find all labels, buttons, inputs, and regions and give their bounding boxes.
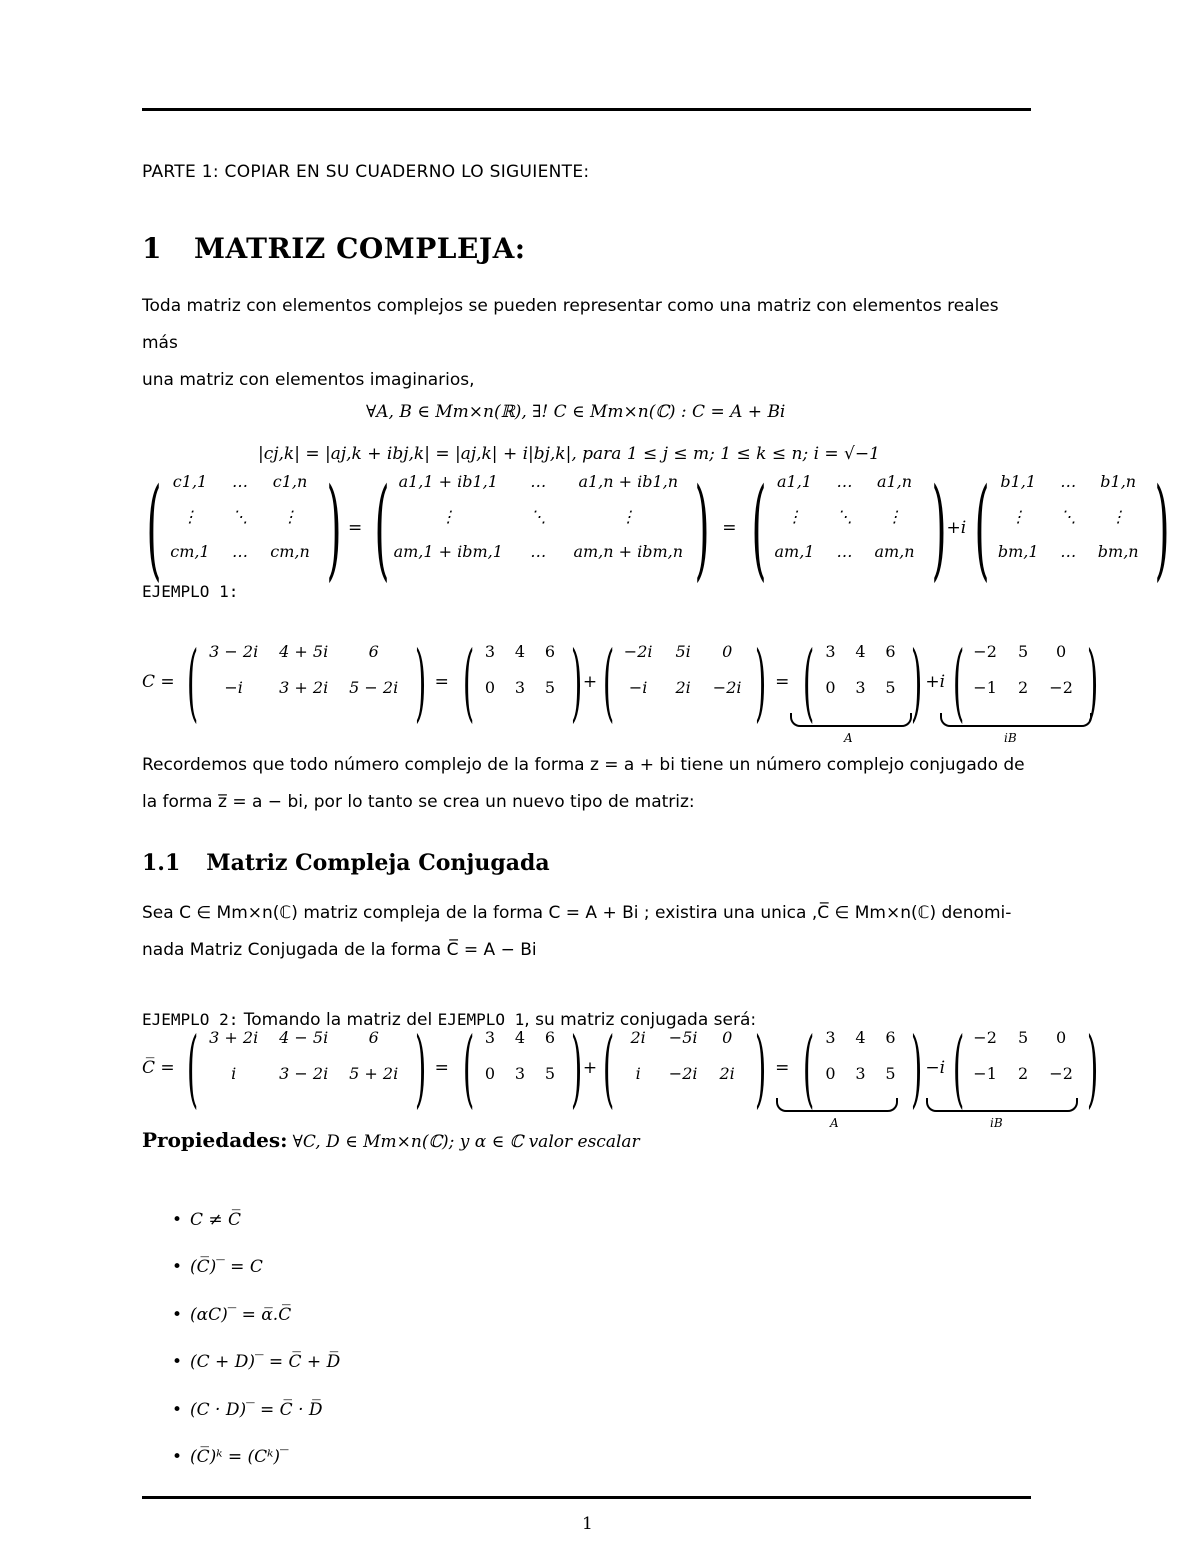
matrix-cell: 5 + 2i <box>349 1063 399 1083</box>
matrix-cell: 5 <box>1018 1027 1029 1047</box>
intro-line-1: Toda matriz con elementos complejos se pueden representar como una matriz con elementos reales más <box>142 296 999 353</box>
underbrace-a-label: A <box>844 731 853 745</box>
list-item <box>172 1352 340 1372</box>
list-item <box>172 1210 241 1230</box>
example1-label: EJEMPLO 1: <box>142 582 239 601</box>
matrix-cell: −1 <box>973 1063 997 1083</box>
matrix-cell: bm,n <box>1097 541 1139 561</box>
matrix-cell: a1,n + ib1,n <box>578 471 679 491</box>
matrix-cell: i <box>635 1063 641 1083</box>
matrix-cell: −2 <box>1049 677 1073 697</box>
matrix-cell: 4 + 5i <box>279 641 329 661</box>
matrix-cell: 0 <box>825 677 836 697</box>
definition-paragraph <box>142 895 1032 969</box>
matrix-cell: bm,1 <box>997 541 1039 561</box>
equals-sign: = <box>775 672 790 692</box>
matrix-cell: ⋱ <box>1060 506 1077 526</box>
matrix-cell: ⋱ <box>530 506 547 526</box>
matrix-cell: am,n <box>874 541 915 561</box>
intro-paragraph <box>142 288 1032 399</box>
example1-lhs: C = <box>142 672 175 692</box>
matrix-cell: 3 + 2i <box>279 677 329 697</box>
matrix-cell: 2i <box>630 1027 646 1047</box>
matrix-cell: ⋮ <box>620 506 637 526</box>
subsection-heading <box>142 850 550 876</box>
section-number: 1 <box>142 232 162 265</box>
matrix-cell: 2i <box>675 677 691 697</box>
matrix-cell: −5i <box>668 1027 698 1047</box>
matrix-cell: −i <box>628 677 648 697</box>
matrix-cell: 5 <box>544 1063 555 1083</box>
property-text: (αC)‾ = α̅.C̅ <box>190 1305 292 1325</box>
equals-sign: = <box>722 518 737 538</box>
matrix-cell: −1 <box>973 677 997 697</box>
matrix-cell: 4 <box>514 641 525 661</box>
definition-line-1: Sea C ∈ Mm×n(ℂ) matriz compleja de la forma C = A + Bi ; existira una unica ,C̅ ∈ Mm×n(ℂ) denomi- <box>142 903 1012 923</box>
matrix-cell: ⋮ <box>786 506 803 526</box>
definition-line-2: nada Matriz Conjugada de la forma C̅ = A − Bi <box>142 940 537 960</box>
underbrace-a-label: A <box>830 1116 839 1130</box>
matrix-cell: am,n + ibm,n <box>573 541 684 561</box>
example2-matrix-real: ( 3 4 6 0 3 5 ) <box>462 1019 583 1117</box>
matrix-cell: 0 <box>825 1063 836 1083</box>
recall-paragraph <box>142 747 1032 821</box>
minus-i: −i <box>925 1058 946 1078</box>
matrix-cell: ⋮ <box>440 506 457 526</box>
matrix-cell: ⋮ <box>886 506 903 526</box>
matrix-cell: −2 <box>973 1027 997 1047</box>
matrix-cell: cm,n <box>270 541 310 561</box>
plus-sign: + <box>582 1058 598 1078</box>
matrix-cell: 3 <box>484 641 495 661</box>
subsection-number: 1.1 <box>142 850 181 876</box>
example2-lhs: C̅ = <box>142 1058 175 1078</box>
list-item <box>172 1447 289 1467</box>
matrix-cell: 2 <box>1018 677 1029 697</box>
matrix-cell: 3 <box>855 677 866 697</box>
matrix-a-plus-ib: ( a1,1 + ib1,1 … a1,n + ib1,n ⋮ ⋱ ⋮ am,1 + ibm,1 … am,n + ibm,n ) <box>374 464 710 592</box>
matrix-cell: cm,1 <box>170 541 210 561</box>
example1-matrix-imag: ( −2i 5i 0 −i 2i −2i ) <box>603 633 767 731</box>
example2-matrix-imag: ( 2i −5i 0 i −2i 2i ) <box>603 1019 767 1117</box>
property-text: (C̅)ᵏ = (Cᵏ)‾ <box>190 1447 289 1467</box>
matrix-cell: 0 <box>722 641 733 661</box>
equals-sign: = <box>775 1058 790 1078</box>
matrix-cell: 4 <box>855 1027 866 1047</box>
property-text: (C + D)‾ = C̅ + D̅ <box>190 1352 341 1372</box>
formula-modulus: |cj,k| = |aj,k + ibj,k| = |aj,k| + i|bj,k|, para 1 ≤ j ≤ m; 1 ≤ k ≤ n; i = √−1 <box>258 444 880 464</box>
example1-matrix-c: ( 3 − 2i 4 + 5i 6 −i 3 + 2i 5 − 2i ) <box>186 633 426 731</box>
example1-matrix-real: ( 3 4 6 0 3 5 ) <box>462 633 583 731</box>
matrix-cell: 0 <box>1056 641 1067 661</box>
matrix-cell: 3 + 2i <box>209 1027 259 1047</box>
matrix-cell: 0 <box>484 1063 495 1083</box>
matrix-cell: ⋮ <box>282 506 298 526</box>
matrix-b: ( b1,1 … b1,n ⋮ ⋱ ⋮ bm,1 … bm,n ) <box>974 464 1170 592</box>
matrix-cell: a1,1 + ib1,1 <box>398 471 498 491</box>
plus-i: +i <box>925 672 946 692</box>
matrix-cell: 0 <box>722 1027 733 1047</box>
matrix-cell: 4 − 5i <box>279 1027 329 1047</box>
bottom-rule <box>142 1496 1031 1499</box>
matrix-cell: ⋮ <box>1110 506 1127 526</box>
matrix-cell: −2i <box>668 1063 698 1083</box>
matrix-cell: c1,1 <box>172 471 208 491</box>
subsection-title: Matriz Compleja Conjugada <box>206 850 550 876</box>
matrix-cell: … <box>836 471 853 491</box>
underbrace-a <box>776 1098 898 1112</box>
matrix-cell: … <box>1060 541 1077 561</box>
matrix-cell: am,1 + ibm,1 <box>393 541 503 561</box>
matrix-cell: −2 <box>973 641 997 661</box>
example2-text-2: , su matriz conjugada será: <box>524 1010 757 1030</box>
matrix-cell: 3 <box>825 641 836 661</box>
example1-matrix-b: ( −2 5 0 −1 2 −2 ) <box>952 633 1099 731</box>
matrix-cell: 6 <box>368 1027 379 1047</box>
matrix-cell: ⋱ <box>836 506 853 526</box>
list-item <box>172 1257 263 1277</box>
instruction-line: PARTE 1: COPIAR EN SU CUADERNO LO SIGUIENTE: <box>142 162 590 182</box>
matrix-cell: 6 <box>885 1027 896 1047</box>
example2-ref: EJEMPLO 1 <box>437 1010 525 1029</box>
section-title: MATRIZ COMPLEJA: <box>193 232 526 265</box>
matrix-cell: ⋮ <box>1010 506 1027 526</box>
matrix-cell: 6 <box>885 641 896 661</box>
matrix-cell: 3 <box>825 1027 836 1047</box>
matrix-cell: 5 − 2i <box>349 677 399 697</box>
matrix-cell: … <box>1060 471 1077 491</box>
list-item <box>172 1400 323 1420</box>
matrix-cell: 2i <box>719 1063 735 1083</box>
matrix-cell: 2 <box>1018 1063 1029 1083</box>
equals-sign: = <box>434 672 449 692</box>
plus-sign: + <box>582 672 598 692</box>
matrix-cell: 3 − 2i <box>279 1063 329 1083</box>
equals-sign: = <box>348 518 363 538</box>
matrix-cell: 5 <box>885 1063 896 1083</box>
recall-line-1: Recordemos que todo número complejo de la forma z = a + bi tiene un número complejo conjugado de <box>142 755 1025 775</box>
underbrace-ib <box>926 1098 1078 1112</box>
example2-matrix-b: ( −2 5 0 −1 2 −2 ) <box>952 1019 1099 1117</box>
property-text: C ≠ C̅ <box>190 1210 242 1230</box>
matrix-cell: 0 <box>1056 1027 1067 1047</box>
matrix-cell: 4 <box>855 641 866 661</box>
underbrace-ib-label: iB <box>990 1116 1003 1130</box>
matrix-cell: b1,1 <box>1000 471 1037 491</box>
section-heading <box>142 232 526 265</box>
underbrace-a <box>790 713 912 727</box>
underbrace-ib <box>940 713 1092 727</box>
matrix-cell: 4 <box>514 1027 525 1047</box>
matrix-cell: 6 <box>368 641 379 661</box>
example1-matrix-a: ( 3 4 6 0 3 5 ) <box>803 633 923 731</box>
matrix-cell: a1,1 <box>777 471 812 491</box>
matrix-cell: 5i <box>675 641 691 661</box>
matrix-cell: 5 <box>885 677 896 697</box>
matrix-cell: 6 <box>544 1027 555 1047</box>
matrix-cell: 5 <box>1018 641 1029 661</box>
matrix-cell: 6 <box>544 641 555 661</box>
matrix-cell: c1,n <box>272 471 308 491</box>
matrix-cell: ⋱ <box>232 506 248 526</box>
matrix-cell: −2i <box>623 641 653 661</box>
example1-equation <box>142 633 1099 731</box>
matrix-cell: … <box>836 541 853 561</box>
matrix-cell: a1,n <box>876 471 913 491</box>
matrix-cell: 3 <box>514 677 525 697</box>
matrix-cell: −i <box>224 677 243 697</box>
matrix-cell: 3 <box>484 1027 495 1047</box>
matrix-cell: i <box>231 1063 237 1083</box>
matrix-cell: −2 <box>1049 1063 1073 1083</box>
properties-condition: ∀C, D ∈ Mm×n(ℂ); y α ∈ ℂ valor escalar <box>292 1132 640 1152</box>
matrix-cell: 0 <box>484 677 495 697</box>
intro-line-2: una matriz con elementos imaginarios, <box>142 370 475 390</box>
matrix-cell: 3 − 2i <box>209 641 259 661</box>
underbrace-ib-label: iB <box>1004 731 1017 745</box>
matrix-a: ( a1,1 … a1,n ⋮ ⋱ ⋮ am,1 … am,n ) <box>751 464 947 592</box>
properties-title: Propiedades: <box>142 1128 288 1152</box>
example2-text: Tomando la matriz del <box>243 1010 433 1030</box>
example2-matrix-cbar: ( 3 + 2i 4 − 5i 6 i 3 − 2i 5 + 2i ) <box>186 1019 426 1117</box>
recall-line-2: la forma z̅ = a − bi, por lo tanto se crea un nuevo tipo de matriz: <box>142 792 695 812</box>
plus-i: +i <box>946 518 967 538</box>
matrix-cell: … <box>530 541 547 561</box>
properties-heading <box>142 1128 640 1152</box>
equals-sign: = <box>434 1058 449 1078</box>
matrix-cell: … <box>530 471 547 491</box>
property-text: (C · D)‾ = C̅ · D̅ <box>190 1400 323 1420</box>
matrix-cell: b1,n <box>1100 471 1137 491</box>
top-rule <box>142 108 1031 111</box>
matrix-cell: … <box>232 471 248 491</box>
matrix-cell: 3 <box>855 1063 866 1083</box>
formula-existence: ∀A, B ∈ Mm×n(ℝ), ∃! C ∈ Mm×n(ℂ) : C = A + Bi <box>366 402 786 422</box>
matrix-cell: ⋮ <box>182 506 198 526</box>
matrix-cell: am,1 <box>774 541 815 561</box>
matrix-cell: 3 <box>514 1063 525 1083</box>
matrix-cell: 5 <box>544 677 555 697</box>
matrix-cell: −2i <box>712 677 742 697</box>
matrix-cell: … <box>232 541 248 561</box>
list-item <box>172 1305 291 1325</box>
matrix-c: ( c1,1 … c1,n ⋮ ⋱ ⋮ cm,1 … cm,n ) <box>146 464 342 592</box>
example2-matrix-a: ( 3 4 6 0 3 5 ) <box>803 1019 923 1117</box>
property-text: (C̅)‾ = C <box>190 1257 263 1277</box>
example2-label: EJEMPLO 2: <box>142 1010 239 1029</box>
page-number: 1 <box>582 1514 593 1534</box>
